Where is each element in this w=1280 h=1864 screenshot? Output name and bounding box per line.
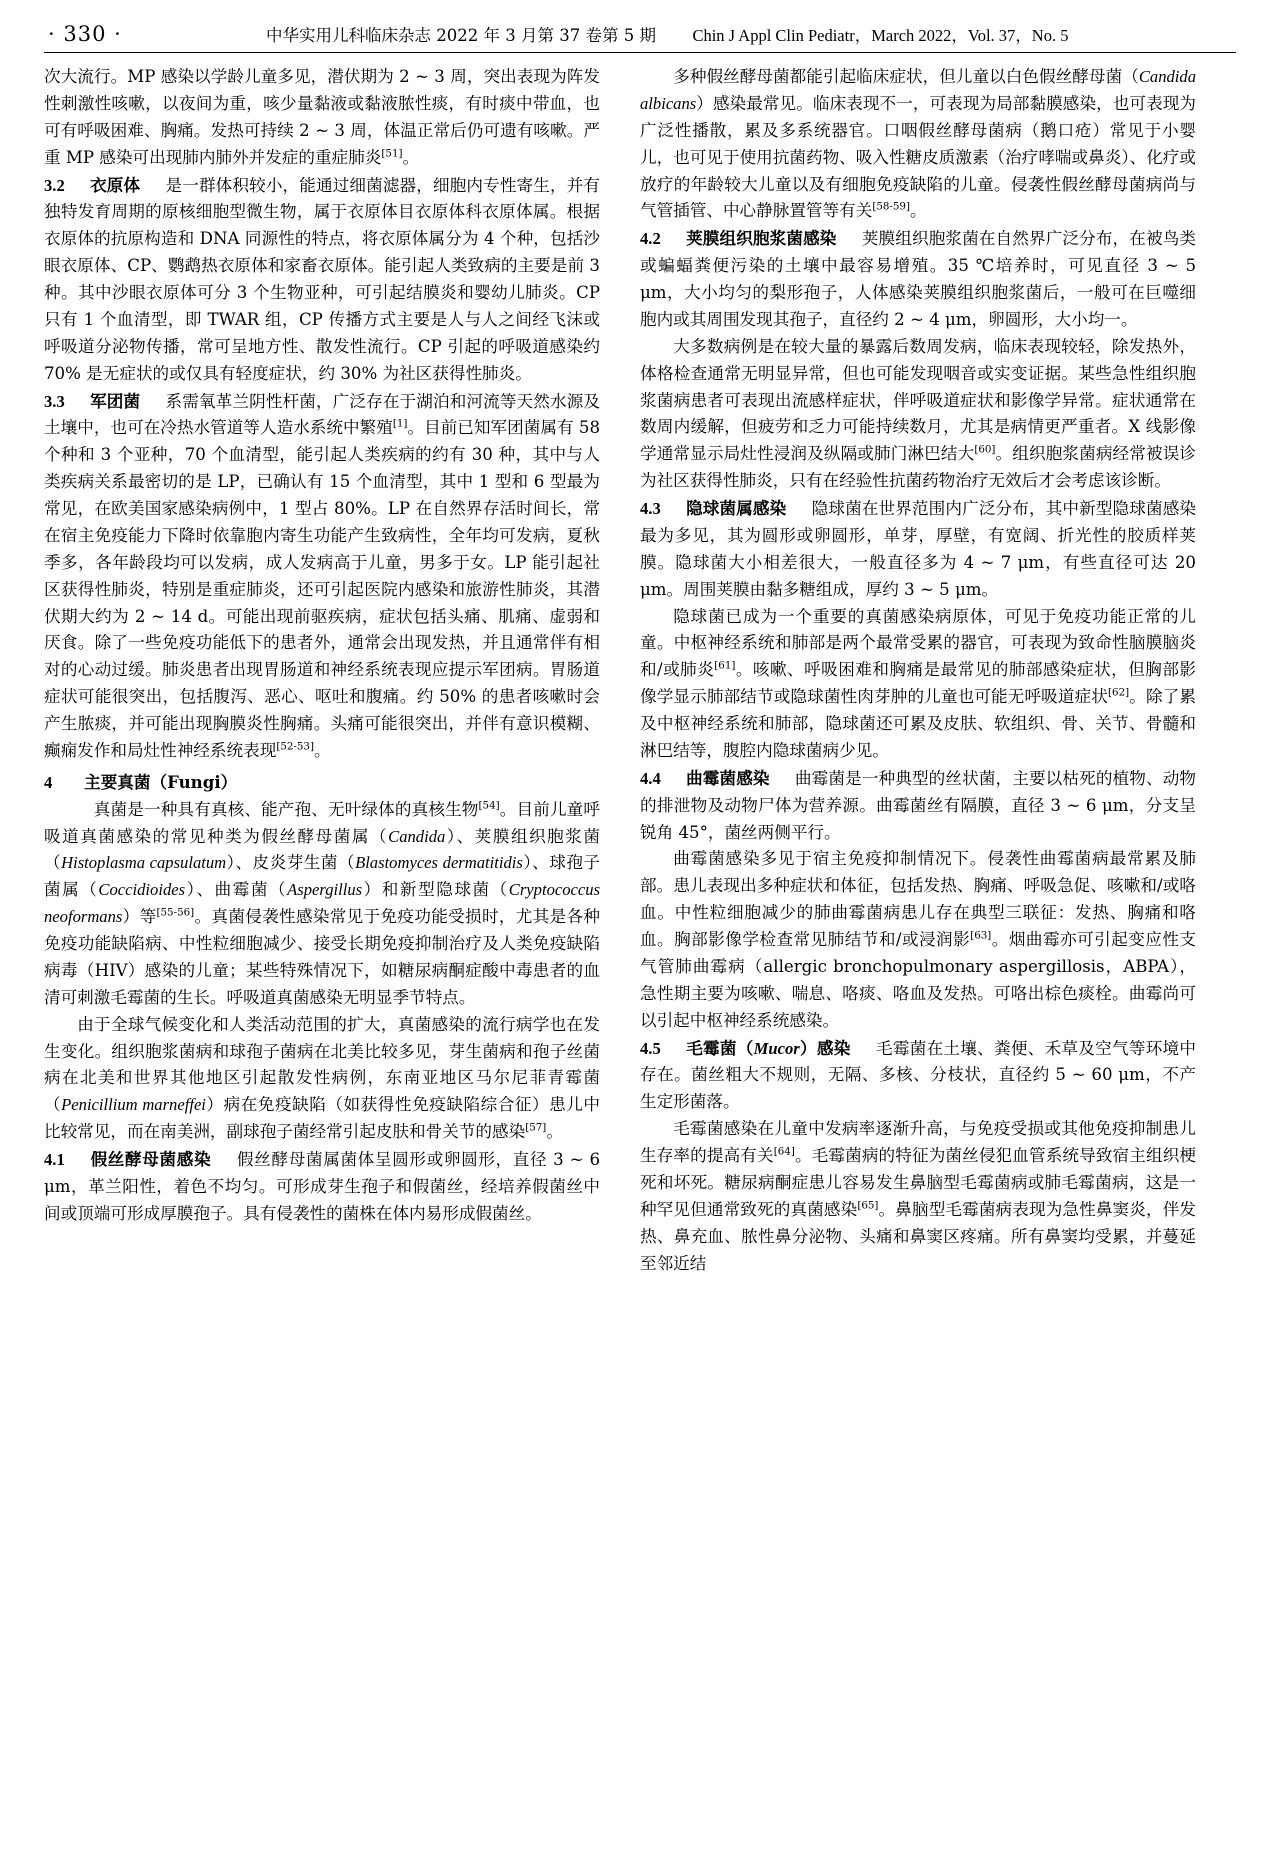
section-3-3-number: 3.3 bbox=[44, 391, 65, 411]
right-column bbox=[640, 64, 1196, 1277]
section-4-number: 4 bbox=[44, 772, 53, 792]
section-4-5 bbox=[640, 1035, 1196, 1117]
section-4-title: 主要真菌（Fungi） bbox=[84, 771, 238, 792]
section-4-4-number: 4.4 bbox=[640, 768, 661, 788]
paragraph-candida-clinical: 多种假丝酵母菌都能引起临床症状，但儿童以白色假丝酵母菌（Candida albicans）感染最常见。临床表现不一，可表现为局部黏膜感染，也可表现为广泛性播散，累及多系统器官。口咽假丝酵母菌病（鹅口疮）常见于小婴儿，也可见于使用抗菌药物、吸入性糖皮质激素（治疗哮喘或鼻炎）、化疗或放疗的年龄较大儿童以及有细胞免疫缺陷的儿童。侵袭性假丝酵母菌病尚与气管插管、中心静脉置管等有关[58-59]。 bbox=[640, 67, 1196, 221]
section-4-2-body: 荚膜组织胞浆菌在自然界广泛分布，在被鸟类或蝙蝠粪便污染的土壤中最容易增殖。35 ℃培养时，可见直径 3 ~ 5 μm，大小均匀的梨形孢子，人体感染荚膜组织胞浆菌后，一般可在巨噬细胞内或其周围发现其孢子，直径约 2 ~ 4 μm，卵圆形，大小均一。 bbox=[640, 229, 1197, 329]
section-3-2 bbox=[44, 172, 600, 388]
section-4-3-body: 隐球菌在世界范围内广泛分布，其中新型隐球菌感染最为多见，其为圆形或卵圆形，单芽，厚壁，有宽阔、折光性的胶质样荚膜。隐球菌大小相差很大，一般直径多为 4 ~ 7 μm，有些直径可达 20 μm。周围荚膜由黏多糖组成，厚约 3 ~ 5 μm。 bbox=[640, 499, 1197, 599]
paragraph-cryptococcus-clinical: 隐球菌已成为一个重要的真菌感染病原体，可见于免疫功能正常的儿童。中枢神经系统和肺部是两个最常受累的器官，可表现为致命性脑膜脑炎和/或肺炎[61]。咳嗽、呼吸困难和胸痛是最常见的肺部感染症状，但胸部影像学显示肺部结节或隐球菌性肉芽肿的儿童也可能无呼吸道症状[62]。除了累及中枢神经系统和肺部，隐球菌还可累及皮肤、软组织、骨、关节、骨髓和淋巴结等，腹腔内隐球菌病少见。 bbox=[640, 606, 1197, 760]
section-4-5-body: 毛霉菌在土壤、粪便、禾草及空气等环境中存在。菌丝粗大不规则，无隔、多核、分枝状，直径约 5 ~ 60 μm，不产生定形菌落。 bbox=[640, 1038, 1197, 1112]
paragraph-aspergillus-clinical: 曲霉菌感染多见于宿主免疫抑制情况下。侵袭性曲霉菌病最常累及肺部。患儿表现出多种症状和体征，包括发热、胸痛、呼吸急促、咳嗽和/或咯血。中性粒细胞减少的肺曲霉菌病患儿存在典型三联征：发热、胸痛和咯血。胸部影像学检查常见肺结节和/或浸润影[63]。烟曲霉亦可引起变应性支气管肺曲霉病（allergic bronchopulmonary aspergillosis，ABPA），急性期主要为咳嗽、喘息、咯痰、咯血及发热。可咯出棕色痰栓。曲霉尚可以引起中枢神经系统感染。 bbox=[640, 849, 1197, 1030]
paragraph-mp-continued: 次大流行。MP 感染以学龄儿童多见，潜伏期为 2 ~ 3 周，突出表现为阵发性刺激性咳嗽，以夜间为重，咳少量黏液或黏液脓性痰，有时痰中带血，也可有呼吸困难、胸痛。发热可持续 2 ~ 3 周，体温正常后仍可遗有咳嗽。严重 MP 感染可出现肺内肺外并发症的重症肺炎[51]。 bbox=[44, 67, 600, 167]
paragraph-fungi-epidemiology: 由于全球气候变化和人类活动范围的扩大，真菌感染的流行病学也在发生变化。组织胞浆菌病和球孢子菌病在北美比较多见，芽生菌病和孢子丝菌病在北美和世界其他地区引起散发性病例，东南亚地区马尔尼菲青霉菌（Penicillium marneffei）病在免疫缺陷（如获得性免疫缺陷综合征）患儿中比较常见，而在南美洲，副球孢子菌经常引起皮肤和骨关节的感染[57]。 bbox=[44, 1014, 600, 1142]
section-3-3 bbox=[44, 388, 600, 765]
header-rule bbox=[44, 52, 1236, 53]
journal-citation-chinese: 中华实用儿科临床杂志 2022 年 3 月第 37 卷第 5 期 bbox=[266, 26, 656, 45]
section-4-5-number: 4.5 bbox=[640, 1038, 661, 1058]
section-4-1-body: 假丝酵母菌属菌体呈圆形或卵圆形，直径 3 ~ 6 μm，革兰阳性，着色不均匀。可形成芽生孢子和假菌丝，经培养假菌丝中间或顶端可形成厚膜孢子。具有侵袭性的菌株在体内易形成假菌丝。 bbox=[44, 1150, 601, 1223]
running-head bbox=[44, 14, 1236, 58]
section-4-4 bbox=[640, 765, 1196, 847]
section-4-4-body: 曲霉菌是一种典型的丝状菌，主要以枯死的植物、动物的排泄物及动物尸体为营养源。曲霉菌丝有隔膜，直径 3 ~ 6 μm，分支呈锐角 45°，菌丝两侧平行。 bbox=[640, 768, 1197, 842]
section-3-3-title: 军团菌 bbox=[90, 390, 141, 411]
section-4-1 bbox=[44, 1146, 600, 1228]
section-3-2-body: 是一群体积较小，能通过细菌滤器，细胞内专性寄生，并有独特发育周期的原核细胞型微生物，属于衣原体目衣原体科衣原体属。根据衣原体的抗原构造和 DNA 同源性的特点，将衣原体属分为 4 个种，包括沙眼衣原体、CP、鹦鹉热衣原体和家畜衣原体。能引起人类致病的主要是前 3 种。其中沙眼衣原体可分 3 个生物亚种，可引起结膜炎和婴幼儿肺炎。CP 只有 1 个血清型，即 TWAR 组，CP 传播方式主要是人与人之间经飞沫或呼吸道分泌物传播，常可呈地方性、散发性流行。CP 引起的呼吸道感染约 70% 是无症状的或仅具有轻度症状，约 30% 为社区获得性肺炎。 bbox=[44, 175, 601, 383]
section-3-2-number: 3.2 bbox=[44, 175, 65, 195]
page-number: · 330 · bbox=[48, 22, 122, 46]
paragraph-fungi-overview: 真菌是一种具有真核、能产孢、无叶绿体的真核生物[54]。目前儿童呼吸道真菌感染的常见种类为假丝酵母菌属（Candida）、荚膜组织胞浆菌（Histoplasma capsulatum）、皮炎芽生菌（Blastomyces dermatitidis）、球孢子菌属（Coccidioides）、曲霉菌（Aspergillus）和新型隐球菌（Cryptococcus neoformans）等[55-56]。真菌侵袭性感染常见于免疫功能受损时，尤其是各种免疫功能缺陷病、中性粒细胞减少、接受长期免疫抑制治疗及人类免疫缺陷病毒（HIV）感染的儿童；某些特殊情况下，如糖尿病酮症酸中毒患者的血清可刺激毛霉菌的生长。呼吸道真菌感染无明显季节特点。 bbox=[44, 799, 601, 1007]
section-4-2-title: 荚膜组织胞浆菌感染 bbox=[686, 228, 837, 249]
section-4 bbox=[44, 769, 600, 797]
left-column bbox=[44, 64, 600, 1277]
section-4-5-title: 毛霉菌（Mucor）感染 bbox=[686, 1037, 851, 1058]
body-columns bbox=[44, 64, 1236, 1277]
section-4-1-title: 假丝酵母菌感染 bbox=[90, 1149, 212, 1169]
section-4-1-number: 4.1 bbox=[44, 1150, 65, 1169]
section-3-3-body: 系需氧革兰阴性杆菌，广泛存在于湖泊和河流等天然水源及土壤中，也可在冷热水管道等人造水系统中繁殖[1]。目前已知军团菌属有 58 个种和 3 个亚种，70 个血清型，能引起人类疾病的约有 30 种，其中与人类疾病关系最密切的是 LP，已确认有 15 个血清型，其中 1 型和 6 型最为常见，在欧美国家感染病例中，1 型占 80%。LP 在自然界存活时间长，常在宿主免疫能力下降时依靠胞内寄生功能产生致病性，全年均可发病，夏秋季多，各年龄段均可以发病，成人发病高于儿童，男多于女。LP 能引起社区获得性肺炎，特别是重症肺炎，还可引起医院内感染和旅游性肺炎，其潜伏期大约为 2 ~ 14 d。可能出现前驱疾病，症状包括头痛、肌痛、虚弱和厌食。除了一些免疫功能低下的患者外，通常会出现发热，并且通常伴有相对的心动过缓。肺炎患者出现胃肠道和神经系统表现应提示军团病。胃肠道症状可能很突出，包括腹泻、恶心、呕吐和腹痛。约 50% 的患者咳嗽时会产生脓痰，并可能出现胸膜炎性胸痛。头痛可能很突出，并伴有意识模糊、癫痫发作和局灶性神经系统表现[52-53]。 bbox=[44, 391, 601, 760]
section-4-2-number: 4.2 bbox=[640, 229, 661, 249]
section-4-2 bbox=[640, 225, 1196, 334]
journal-citation-english: Chin J Appl Clin Pediatr，March 2022，Vol. 37，No. 5 bbox=[692, 26, 1069, 45]
journal-citation bbox=[266, 22, 1068, 46]
paragraph-histoplasma-clinical: 大多数病例是在较大量的暴露后数周发病，临床表现较轻，除发热外，体格检查通常无明显异常，但也可能发现咽音或实变证据。某些急性组织胞浆菌病患者可表现出流感样症状，伴呼吸道症状和影像学异常。症状通常在数周内缓解，但疲劳和乏力可能持续数月，尤其是病情更严重者。X 线影像学通常显示局灶性浸润及纵隔或肺门淋巴结大[60]。组织胞浆菌病经常被误诊为社区获得性肺炎，只有在经验性抗菌药物治疗无效后才会考虑该诊断。 bbox=[640, 336, 1197, 491]
section-3-2-title: 衣原体 bbox=[90, 174, 141, 195]
section-4-3 bbox=[640, 495, 1196, 604]
section-4-3-title: 隐球菌属感染 bbox=[686, 498, 787, 518]
paragraph-mucor-clinical: 毛霉菌感染在儿童中发病率逐渐升高，与免疫受损或其他免疫抑制患儿生存率的提高有关[64]。毛霉菌病的特征为菌丝侵犯血管系统导致宿主组织梗死和坏死。糖尿病酮症患儿容易发生鼻脑型毛霉菌病或肺毛霉菌病，这是一种罕见但通常致死的真菌感染[65]。鼻脑型毛霉菌病表现为急性鼻窦炎，伴发热、鼻充血、脓性鼻分泌物、头痛和鼻窦区疼痛。所有鼻窦均受累，并蔓延至邻近结 bbox=[640, 1119, 1197, 1273]
section-4-4-title: 曲霉菌感染 bbox=[686, 767, 770, 788]
section-4-3-number: 4.3 bbox=[640, 499, 661, 518]
